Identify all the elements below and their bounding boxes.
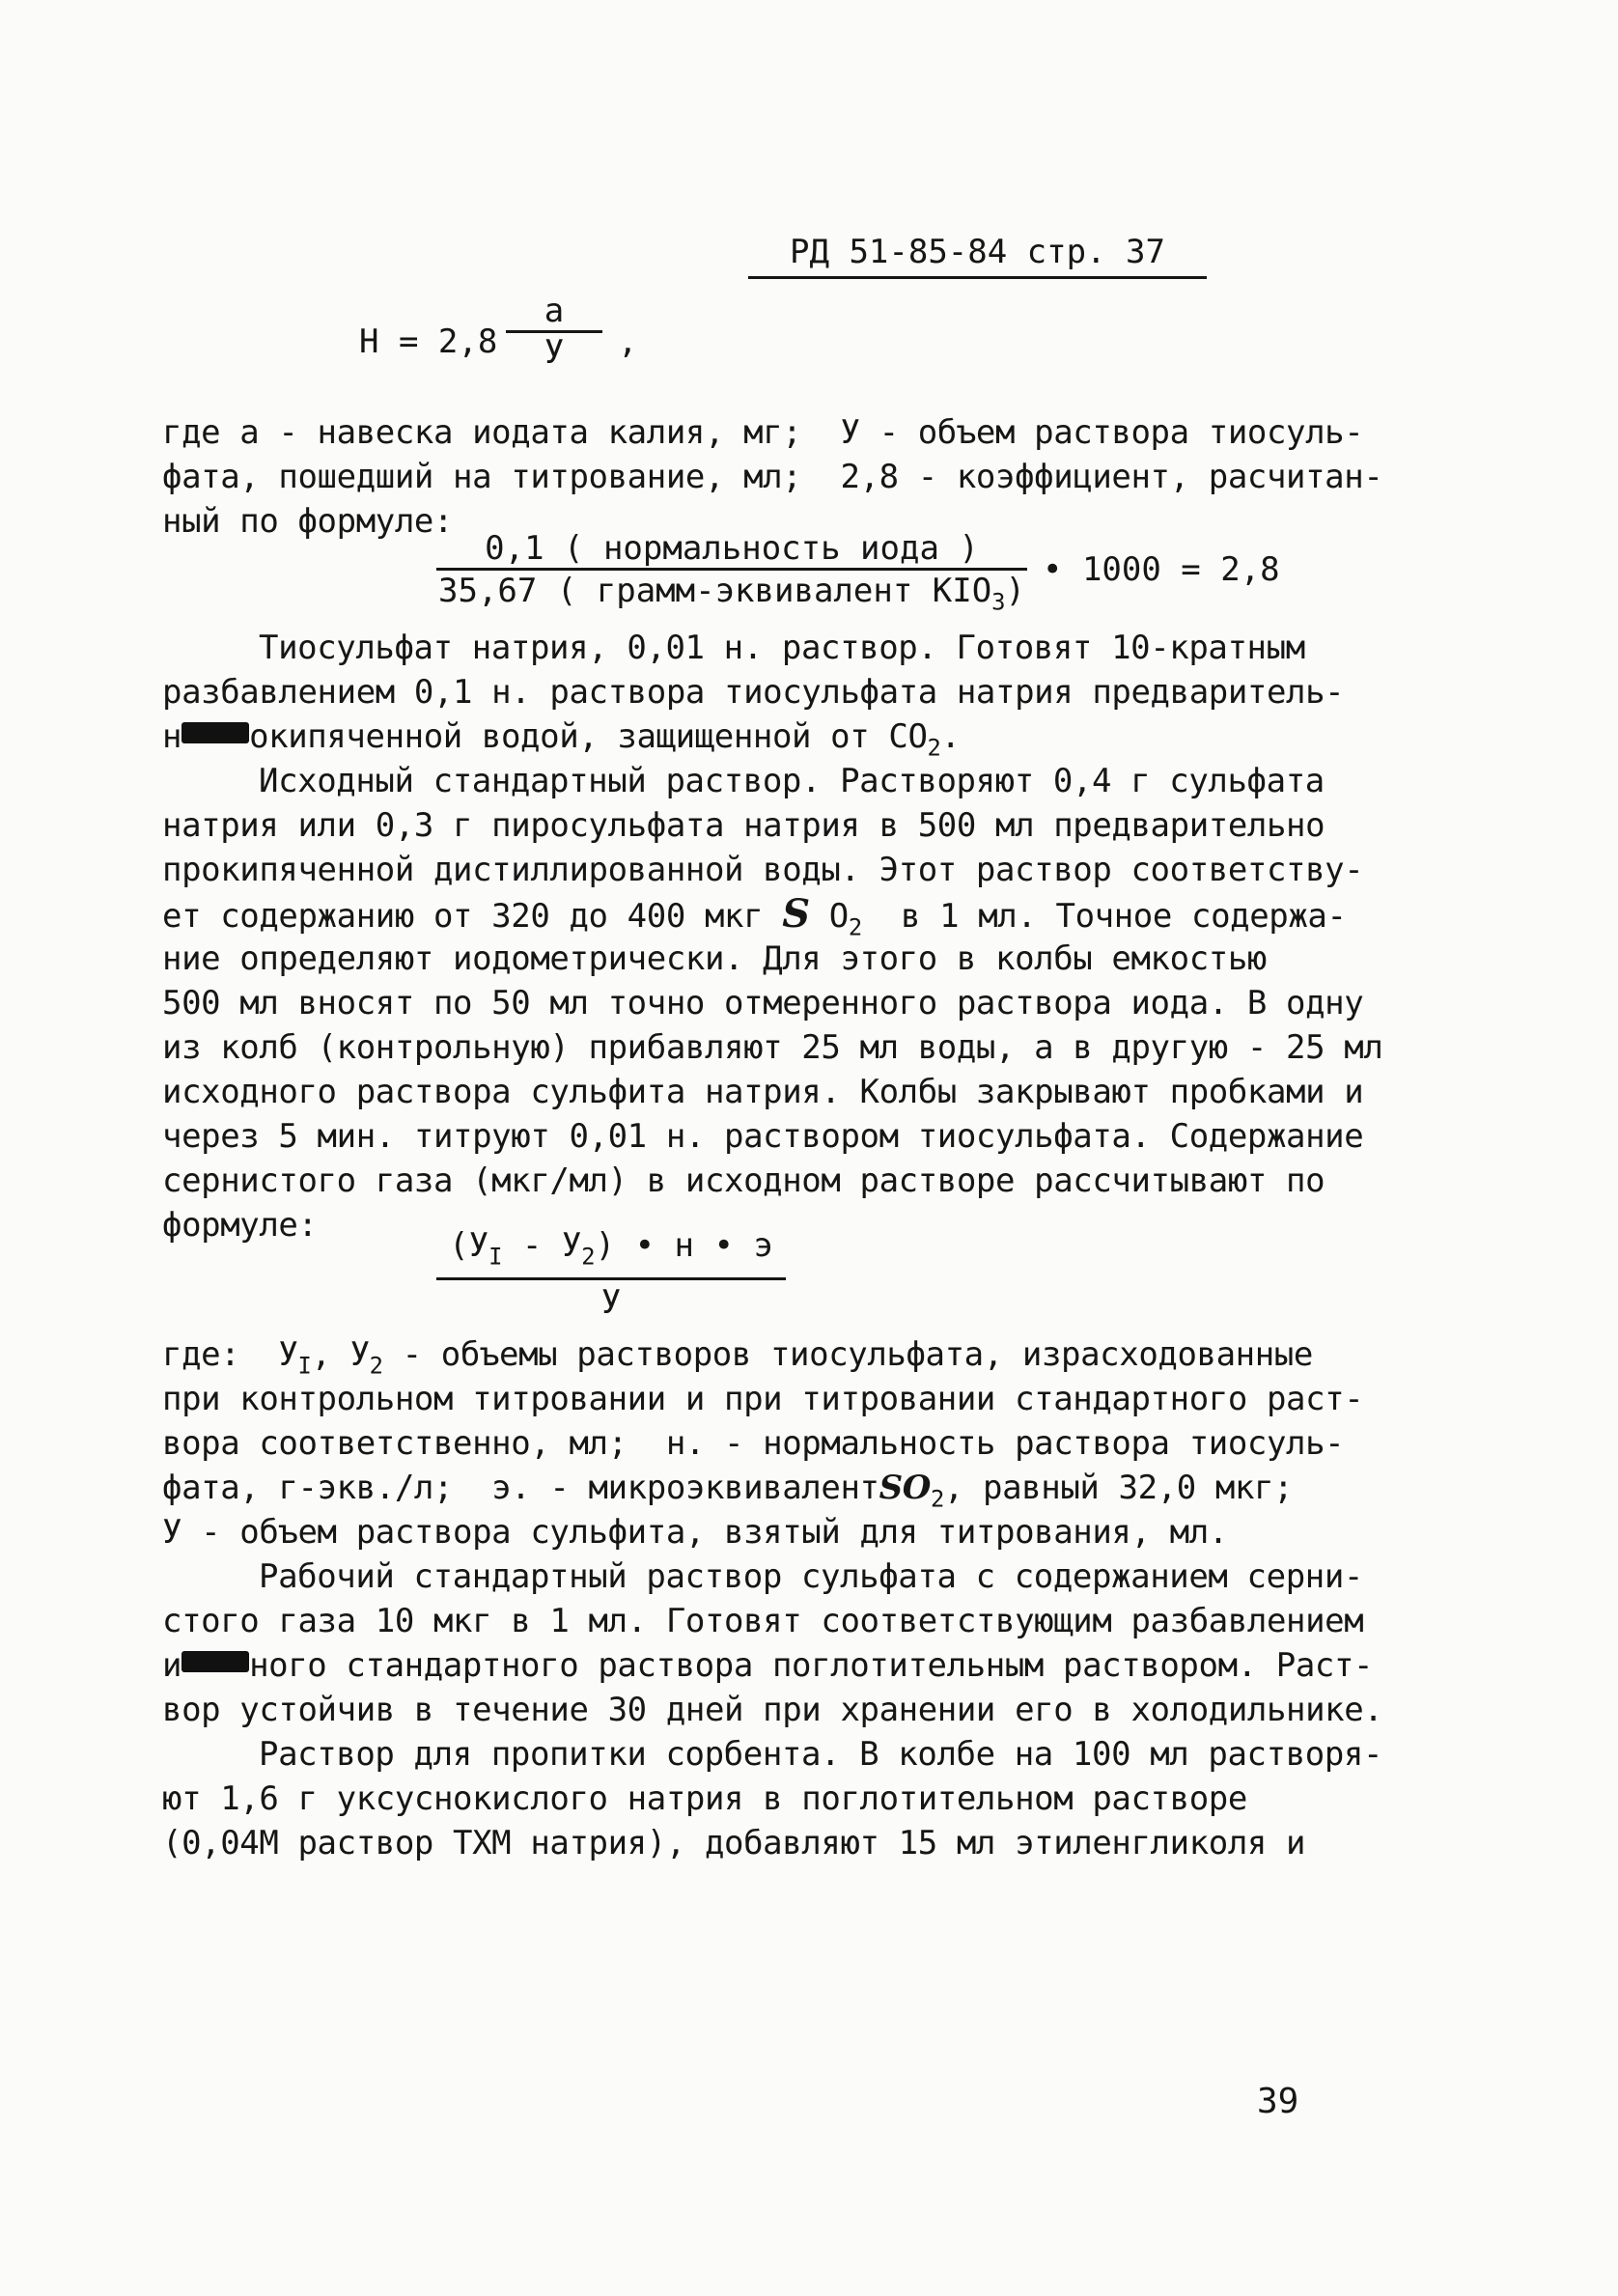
text-line: Тиосульфат натрия, 0,01 н. раствор. Готовят 10-кратным: [259, 629, 1305, 667]
text-line: ный по формуле:: [162, 502, 454, 541]
text-line: через 5 мин. титруют 0,01 н. раствором тиосульфата. Содержание: [162, 1117, 1364, 1156]
formula-tail: ,: [618, 322, 638, 361]
text-line: ет содержанию от 320 до 400 мкг S $O_2$ в 1 мл. Точное содержа-: [162, 891, 1347, 941]
text-line: стого газа 10 мкг в 1 мл. Готовят соответствующим разбавлением: [162, 1602, 1364, 1640]
text-line: 500 мл вносят по 50 мл точно отмеренного раствора иода. В одну: [162, 984, 1364, 1022]
text-line: где а - навеска иодата калия, мг; У - объем раствора тиосуль-: [162, 413, 1364, 452]
document-header: РД 51-85-84 стр. 37: [748, 230, 1207, 279]
ink-blot: [181, 722, 249, 743]
ink-blot: [181, 1651, 249, 1672]
text-line: вора соответственно, мл; н. - нормальность раствора тиосуль-: [162, 1424, 1345, 1463]
text-line: сернистого газа (мкг/мл) в исходном растворе рассчитывают по: [162, 1162, 1325, 1200]
formula-numerator: 0,1 ( нормальность иода ): [436, 529, 1027, 571]
formula-denominator: У: [544, 333, 565, 372]
text-line: ние определяют иодометрически. Для этого в колбы емкостью: [162, 939, 1267, 978]
text-line: и ного стандартного раствора поглотительным раствором. Раст-: [162, 1646, 1374, 1685]
formula-so2-content: [436, 1224, 786, 1325]
text-line: формуле:: [162, 1206, 318, 1245]
text-line: фата, г-экв./л; э. - микроэквивалентSO$_2$, равный 32,0 мкг;: [162, 1469, 1294, 1513]
text-line: при контрольном титровании и при титровании стандартного раст-: [162, 1380, 1364, 1418]
text-line: н окипяченной водой, защищенной от $CO_2$.: [162, 717, 961, 762]
text-line: ют 1,6 г уксуснокислого натрия в поглотительном растворе: [162, 1779, 1247, 1818]
formula-numerator: $(У_I - У_2)$ • н • э: [436, 1224, 786, 1280]
text-line: Рабочий стандартный раствор сульфата с содержанием серни-: [259, 1557, 1363, 1596]
formula-denominator: У: [600, 1283, 622, 1323]
formula-lhs: Н = 2,8: [359, 322, 498, 361]
formula-fraction: [506, 292, 602, 372]
page-number: 39: [1257, 2082, 1299, 2121]
text-line: (0,04М раствор ТХМ натрия), добавляют 15 мл этиленгликоля и: [162, 1824, 1306, 1862]
text-line: где: $У_I$, $У_2$ - объемы растворов тиосульфата, израсходованные: [162, 1335, 1313, 1380]
text-line: из колб (контрольную) прибавляют 25 мл воды, а в другую - 25 мл: [162, 1028, 1383, 1067]
formula-numerator: а: [506, 292, 602, 333]
text-line: вор устойчив в течение 30 дней при хранении его в холодильнике.: [162, 1691, 1383, 1729]
text-line: разбавлением 0,1 н. раствора тиосульфата натрия предваритель-: [162, 673, 1345, 712]
text-line: Раствор для пропитки сорбента. В колбе на 100 мл растворя-: [259, 1735, 1383, 1774]
text-line: исходного раствора сульфита натрия. Колбы закрывают пробками и: [162, 1073, 1364, 1111]
text-line: У - объем раствора сульфита, взятый для титрования, мл.: [162, 1513, 1228, 1552]
text-line: натрия или 0,3 г пиросульфата натрия в 500 мл предварительно: [162, 806, 1325, 845]
text-line: фата, пошедший на титрование, мл; 2,8 - коэффициент, расчитан-: [162, 458, 1383, 496]
formula-denominator: 35,67 ( грамм-эквивалент $KIO_3$): [438, 572, 1025, 616]
formula-tail: • 1000 = 2,8: [1043, 550, 1280, 589]
text-line: Исходный стандартный раствор. Растворяют 0,4 г сульфата: [259, 762, 1325, 800]
text-line: прокипяченной дистиллированной воды. Этот раствор соответству-: [162, 851, 1364, 889]
